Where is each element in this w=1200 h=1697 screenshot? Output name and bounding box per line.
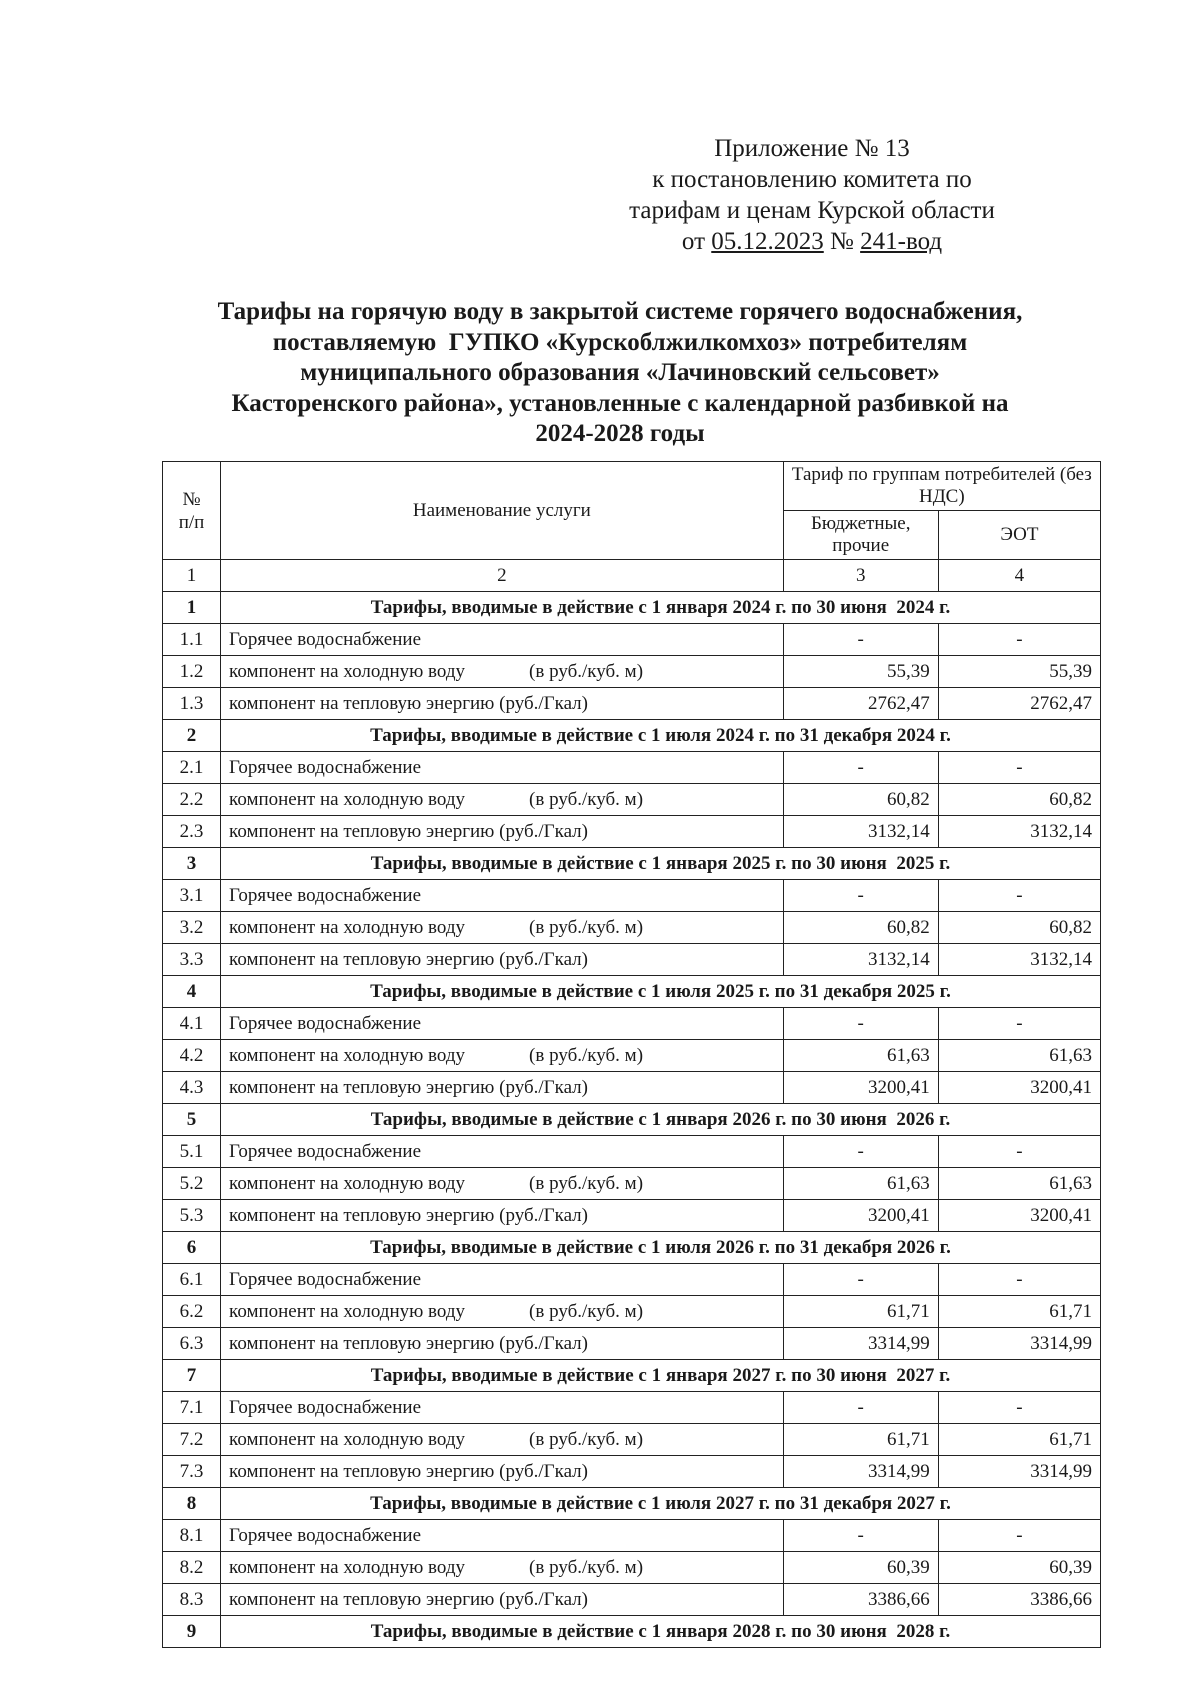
number-sign: № xyxy=(823,228,861,255)
service-name-cell xyxy=(221,752,784,784)
service-name: компонент на холодную воду xyxy=(229,1556,466,1578)
service-unit: (в руб./куб. м) xyxy=(529,1172,644,1194)
tariff-budget: 3314,99 xyxy=(783,1328,938,1360)
service-unit: (в руб./куб. м) xyxy=(529,1044,644,1066)
section-period: Тарифы, вводимые в действие с 1 января 2027 г. по 30 июня 2027 г. xyxy=(221,1360,1101,1392)
tariff-eot: - xyxy=(938,1520,1100,1552)
section-row xyxy=(163,1104,1101,1136)
section-period: Тарифы, вводимые в действие с 1 января 2026 г. по 30 июня 2026 г. xyxy=(221,1104,1101,1136)
service-unit: (в руб./куб. м) xyxy=(529,916,644,938)
tariff-eot: 61,71 xyxy=(938,1424,1100,1456)
service-name: Горячее водоснабжение xyxy=(229,884,422,906)
row-number: 3.2 xyxy=(163,912,221,944)
row-number: 7.1 xyxy=(163,1392,221,1424)
header-budget: Бюджетные, прочие xyxy=(783,511,938,560)
row-number: 1.3 xyxy=(163,688,221,720)
tariff-row xyxy=(163,1456,1101,1488)
row-number: 8.2 xyxy=(163,1552,221,1584)
section-row xyxy=(163,1616,1101,1648)
section-number: 4 xyxy=(163,976,221,1008)
row-number: 8.1 xyxy=(163,1520,221,1552)
column-number: 4 xyxy=(938,560,1100,592)
row-number: 4.2 xyxy=(163,1040,221,1072)
tariff-row xyxy=(163,1296,1101,1328)
tariff-budget: - xyxy=(783,1136,938,1168)
tariff-eot: - xyxy=(938,1392,1100,1424)
tariff-budget: - xyxy=(783,1264,938,1296)
service-name: компонент на холодную воду xyxy=(229,1428,466,1450)
tariff-eot: 60,82 xyxy=(938,784,1100,816)
tariff-row xyxy=(163,912,1101,944)
row-number: 1.1 xyxy=(163,624,221,656)
title-line: поставляемую ГУПКО «Курскоблжилкомхоз» потребителям xyxy=(272,328,968,356)
tariff-row xyxy=(163,1328,1101,1360)
tariff-eot: 3386,66 xyxy=(938,1584,1100,1616)
service-name-cell xyxy=(221,784,784,816)
tariff-eot: - xyxy=(938,1136,1100,1168)
tariff-eot: 61,63 xyxy=(938,1168,1100,1200)
tariff-budget: 3132,14 xyxy=(783,944,938,976)
row-number: 2.2 xyxy=(163,784,221,816)
appendix-line: к постановлению комитета по xyxy=(652,166,972,193)
tariff-eot: 60,39 xyxy=(938,1552,1100,1584)
service-name: компонент на тепловую энергию (руб./Гкал) xyxy=(229,1076,588,1098)
section-period: Тарифы, вводимые в действие с 1 января 2028 г. по 30 июня 2028 г. xyxy=(221,1616,1101,1648)
tariff-table xyxy=(162,461,1101,1648)
service-name-cell xyxy=(221,1296,784,1328)
row-number: 5.2 xyxy=(163,1168,221,1200)
service-name: компонент на холодную воду xyxy=(229,1300,466,1322)
service-name: Горячее водоснабжение xyxy=(229,1140,422,1162)
tariff-budget: - xyxy=(783,1008,938,1040)
service-name: компонент на тепловую энергию (руб./Гкал) xyxy=(229,692,588,714)
section-number: 8 xyxy=(163,1488,221,1520)
service-name: компонент на холодную воду xyxy=(229,1044,466,1066)
column-number-row xyxy=(163,560,1101,592)
tariff-row xyxy=(163,1424,1101,1456)
tariff-eot: 61,63 xyxy=(938,1040,1100,1072)
service-name: Горячее водоснабжение xyxy=(229,628,422,650)
section-period: Тарифы, вводимые в действие с 1 июля 2027 г. по 31 декабря 2027 г. xyxy=(221,1488,1101,1520)
service-name-cell xyxy=(221,880,784,912)
service-unit: (в руб./куб. м) xyxy=(529,1556,644,1578)
service-name-cell xyxy=(221,1008,784,1040)
section-period: Тарифы, вводимые в действие с 1 июля 2024 г. по 31 декабря 2024 г. xyxy=(221,720,1101,752)
appendix-line: тарифам и ценам Курской области xyxy=(629,197,995,224)
service-name-cell xyxy=(221,912,784,944)
tariff-eot: 55,39 xyxy=(938,656,1100,688)
section-period: Тарифы, вводимые в действие с 1 января 2025 г. по 30 июня 2025 г. xyxy=(221,848,1101,880)
service-unit: (в руб./куб. м) xyxy=(529,1300,644,1322)
service-name: компонент на холодную воду xyxy=(229,1172,466,1194)
section-number: 2 xyxy=(163,720,221,752)
service-name: Горячее водоснабжение xyxy=(229,756,422,778)
section-number: 3 xyxy=(163,848,221,880)
tariff-budget: 3132,14 xyxy=(783,816,938,848)
tariff-eot: 61,71 xyxy=(938,1296,1100,1328)
tariff-budget: 60,82 xyxy=(783,912,938,944)
tariff-eot: 3314,99 xyxy=(938,1456,1100,1488)
service-name-cell xyxy=(221,1072,784,1104)
tariff-eot: 3200,41 xyxy=(938,1200,1100,1232)
service-name: компонент на тепловую энергию (руб./Гкал) xyxy=(229,820,588,842)
header-num: № п/п xyxy=(163,462,221,560)
section-row xyxy=(163,720,1101,752)
tariff-eot: - xyxy=(938,752,1100,784)
row-number: 4.1 xyxy=(163,1008,221,1040)
tariff-budget: 61,71 xyxy=(783,1424,938,1456)
service-name-cell xyxy=(221,1136,784,1168)
tariff-budget: 55,39 xyxy=(783,656,938,688)
service-name-cell xyxy=(221,1264,784,1296)
tariff-row xyxy=(163,624,1101,656)
service-name-cell xyxy=(221,1456,784,1488)
tariff-row xyxy=(163,1552,1101,1584)
tariff-table-body xyxy=(163,462,1101,1648)
tariff-budget: - xyxy=(783,1520,938,1552)
row-number: 6.1 xyxy=(163,1264,221,1296)
tariff-budget: 60,39 xyxy=(783,1552,938,1584)
service-name-cell xyxy=(221,1520,784,1552)
section-number: 5 xyxy=(163,1104,221,1136)
tariff-row xyxy=(163,1392,1101,1424)
resolution-date: 05.12.2023 xyxy=(711,228,824,255)
tariff-row xyxy=(163,752,1101,784)
tariff-budget: 3200,41 xyxy=(783,1072,938,1104)
service-name: компонент на тепловую энергию (руб./Гкал) xyxy=(229,948,588,970)
section-row xyxy=(163,592,1101,624)
row-number: 5.3 xyxy=(163,1200,221,1232)
service-name: компонент на холодную воду xyxy=(229,788,466,810)
header-eot: ЭОТ xyxy=(938,511,1100,560)
row-number: 1.2 xyxy=(163,656,221,688)
tariff-budget: - xyxy=(783,880,938,912)
tariff-budget: 61,71 xyxy=(783,1296,938,1328)
row-number: 3.1 xyxy=(163,880,221,912)
service-name-cell xyxy=(221,1552,784,1584)
tariff-row xyxy=(163,816,1101,848)
tariff-row xyxy=(163,1200,1101,1232)
section-row xyxy=(163,848,1101,880)
section-row xyxy=(163,1232,1101,1264)
section-period: Тарифы, вводимые в действие с 1 июля 2026 г. по 31 декабря 2026 г. xyxy=(221,1232,1101,1264)
document-title xyxy=(150,297,1090,450)
column-number: 1 xyxy=(163,560,221,592)
section-number: 9 xyxy=(163,1616,221,1648)
appendix-line xyxy=(552,226,1072,257)
service-name: Горячее водоснабжение xyxy=(229,1396,422,1418)
title-line: Тарифы на горячую воду в закрытой системе горячего водоснабжения, xyxy=(217,298,1023,325)
row-number: 7.3 xyxy=(163,1456,221,1488)
service-name-cell xyxy=(221,656,784,688)
service-name: компонент на тепловую энергию (руб./Гкал) xyxy=(229,1588,588,1610)
column-number: 2 xyxy=(221,560,784,592)
tariff-eot: - xyxy=(938,880,1100,912)
row-number: 5.1 xyxy=(163,1136,221,1168)
tariff-budget: 61,63 xyxy=(783,1168,938,1200)
section-number: 1 xyxy=(163,592,221,624)
service-name-cell xyxy=(221,1040,784,1072)
row-number: 4.3 xyxy=(163,1072,221,1104)
tariff-budget: 3314,99 xyxy=(783,1456,938,1488)
row-number: 8.3 xyxy=(163,1584,221,1616)
service-name-cell xyxy=(221,1424,784,1456)
tariff-eot: 3314,99 xyxy=(938,1328,1100,1360)
service-name-cell xyxy=(221,816,784,848)
section-number: 6 xyxy=(163,1232,221,1264)
tariff-row xyxy=(163,1168,1101,1200)
column-number: 3 xyxy=(783,560,938,592)
service-name-cell xyxy=(221,1200,784,1232)
service-unit: (в руб./куб. м) xyxy=(529,788,644,810)
service-name: Горячее водоснабжение xyxy=(229,1268,422,1290)
tariff-row xyxy=(163,1072,1101,1104)
service-name: компонент на тепловую энергию (руб./Гкал) xyxy=(229,1204,588,1226)
tariff-budget: 60,82 xyxy=(783,784,938,816)
tariff-row xyxy=(163,1264,1101,1296)
row-number: 3.3 xyxy=(163,944,221,976)
tariff-row xyxy=(163,1008,1101,1040)
section-row xyxy=(163,1360,1101,1392)
tariff-row xyxy=(163,944,1101,976)
header-row xyxy=(163,462,1101,511)
service-name: компонент на холодную воду xyxy=(229,660,466,682)
tariff-eot: 3132,14 xyxy=(938,944,1100,976)
service-name-cell xyxy=(221,944,784,976)
appendix-block xyxy=(552,133,1072,257)
header-service: Наименование услуги xyxy=(221,462,784,560)
header-tariff-group: Тариф по группам потребителей (без НДС) xyxy=(783,462,1100,511)
service-name: компонент на тепловую энергию (руб./Гкал) xyxy=(229,1460,588,1482)
tariff-row xyxy=(163,1584,1101,1616)
section-period: Тарифы, вводимые в действие с 1 июля 2025 г. по 31 декабря 2025 г. xyxy=(221,976,1101,1008)
tariff-row xyxy=(163,1040,1101,1072)
service-name-cell xyxy=(221,1168,784,1200)
tariff-row xyxy=(163,784,1101,816)
tariff-budget: 3386,66 xyxy=(783,1584,938,1616)
row-number: 6.3 xyxy=(163,1328,221,1360)
title-line: Касторенского района», установленные с календарной разбивкой на xyxy=(231,389,1009,417)
section-row xyxy=(163,1488,1101,1520)
section-period: Тарифы, вводимые в действие с 1 января 2024 г. по 30 июня 2024 г. xyxy=(221,592,1101,624)
tariff-row xyxy=(163,656,1101,688)
resolution-number: 241-вод xyxy=(860,228,943,255)
title-line: муниципального образования «Лачиновский сельсовет» xyxy=(300,359,940,386)
section-number: 7 xyxy=(163,1360,221,1392)
tariff-eot: 60,82 xyxy=(938,912,1100,944)
tariff-eot: - xyxy=(938,1264,1100,1296)
service-name-cell xyxy=(221,624,784,656)
service-name-cell xyxy=(221,1328,784,1360)
tariff-budget: - xyxy=(783,752,938,784)
service-unit: (в руб./куб. м) xyxy=(529,660,644,682)
tariff-row xyxy=(163,688,1101,720)
appendix-date-prefix: от xyxy=(681,228,712,255)
service-name-cell xyxy=(221,1392,784,1424)
tariff-budget: 3200,41 xyxy=(783,1200,938,1232)
tariff-eot: 2762,47 xyxy=(938,688,1100,720)
section-row xyxy=(163,976,1101,1008)
tariff-eot: 3200,41 xyxy=(938,1072,1100,1104)
tariff-row xyxy=(163,1520,1101,1552)
tariff-row xyxy=(163,1136,1101,1168)
appendix-line: Приложение № 13 xyxy=(714,135,910,162)
tariff-budget: - xyxy=(783,1392,938,1424)
row-number: 2.3 xyxy=(163,816,221,848)
service-name: компонент на холодную воду xyxy=(229,916,466,938)
tariff-eot: - xyxy=(938,624,1100,656)
tariff-eot: - xyxy=(938,1008,1100,1040)
tariff-budget: 61,63 xyxy=(783,1040,938,1072)
service-unit: (в руб./куб. м) xyxy=(529,1428,644,1450)
service-name: Горячее водоснабжение xyxy=(229,1524,422,1546)
tariff-budget: - xyxy=(783,624,938,656)
tariff-eot: 3132,14 xyxy=(938,816,1100,848)
row-number: 7.2 xyxy=(163,1424,221,1456)
row-number: 6.2 xyxy=(163,1296,221,1328)
row-number: 2.1 xyxy=(163,752,221,784)
service-name-cell xyxy=(221,1584,784,1616)
service-name-cell xyxy=(221,688,784,720)
tariff-row xyxy=(163,880,1101,912)
service-name: Горячее водоснабжение xyxy=(229,1012,422,1034)
tariff-budget: 2762,47 xyxy=(783,688,938,720)
service-name: компонент на тепловую энергию (руб./Гкал) xyxy=(229,1332,588,1354)
title-line: 2024-2028 годы xyxy=(535,420,705,447)
